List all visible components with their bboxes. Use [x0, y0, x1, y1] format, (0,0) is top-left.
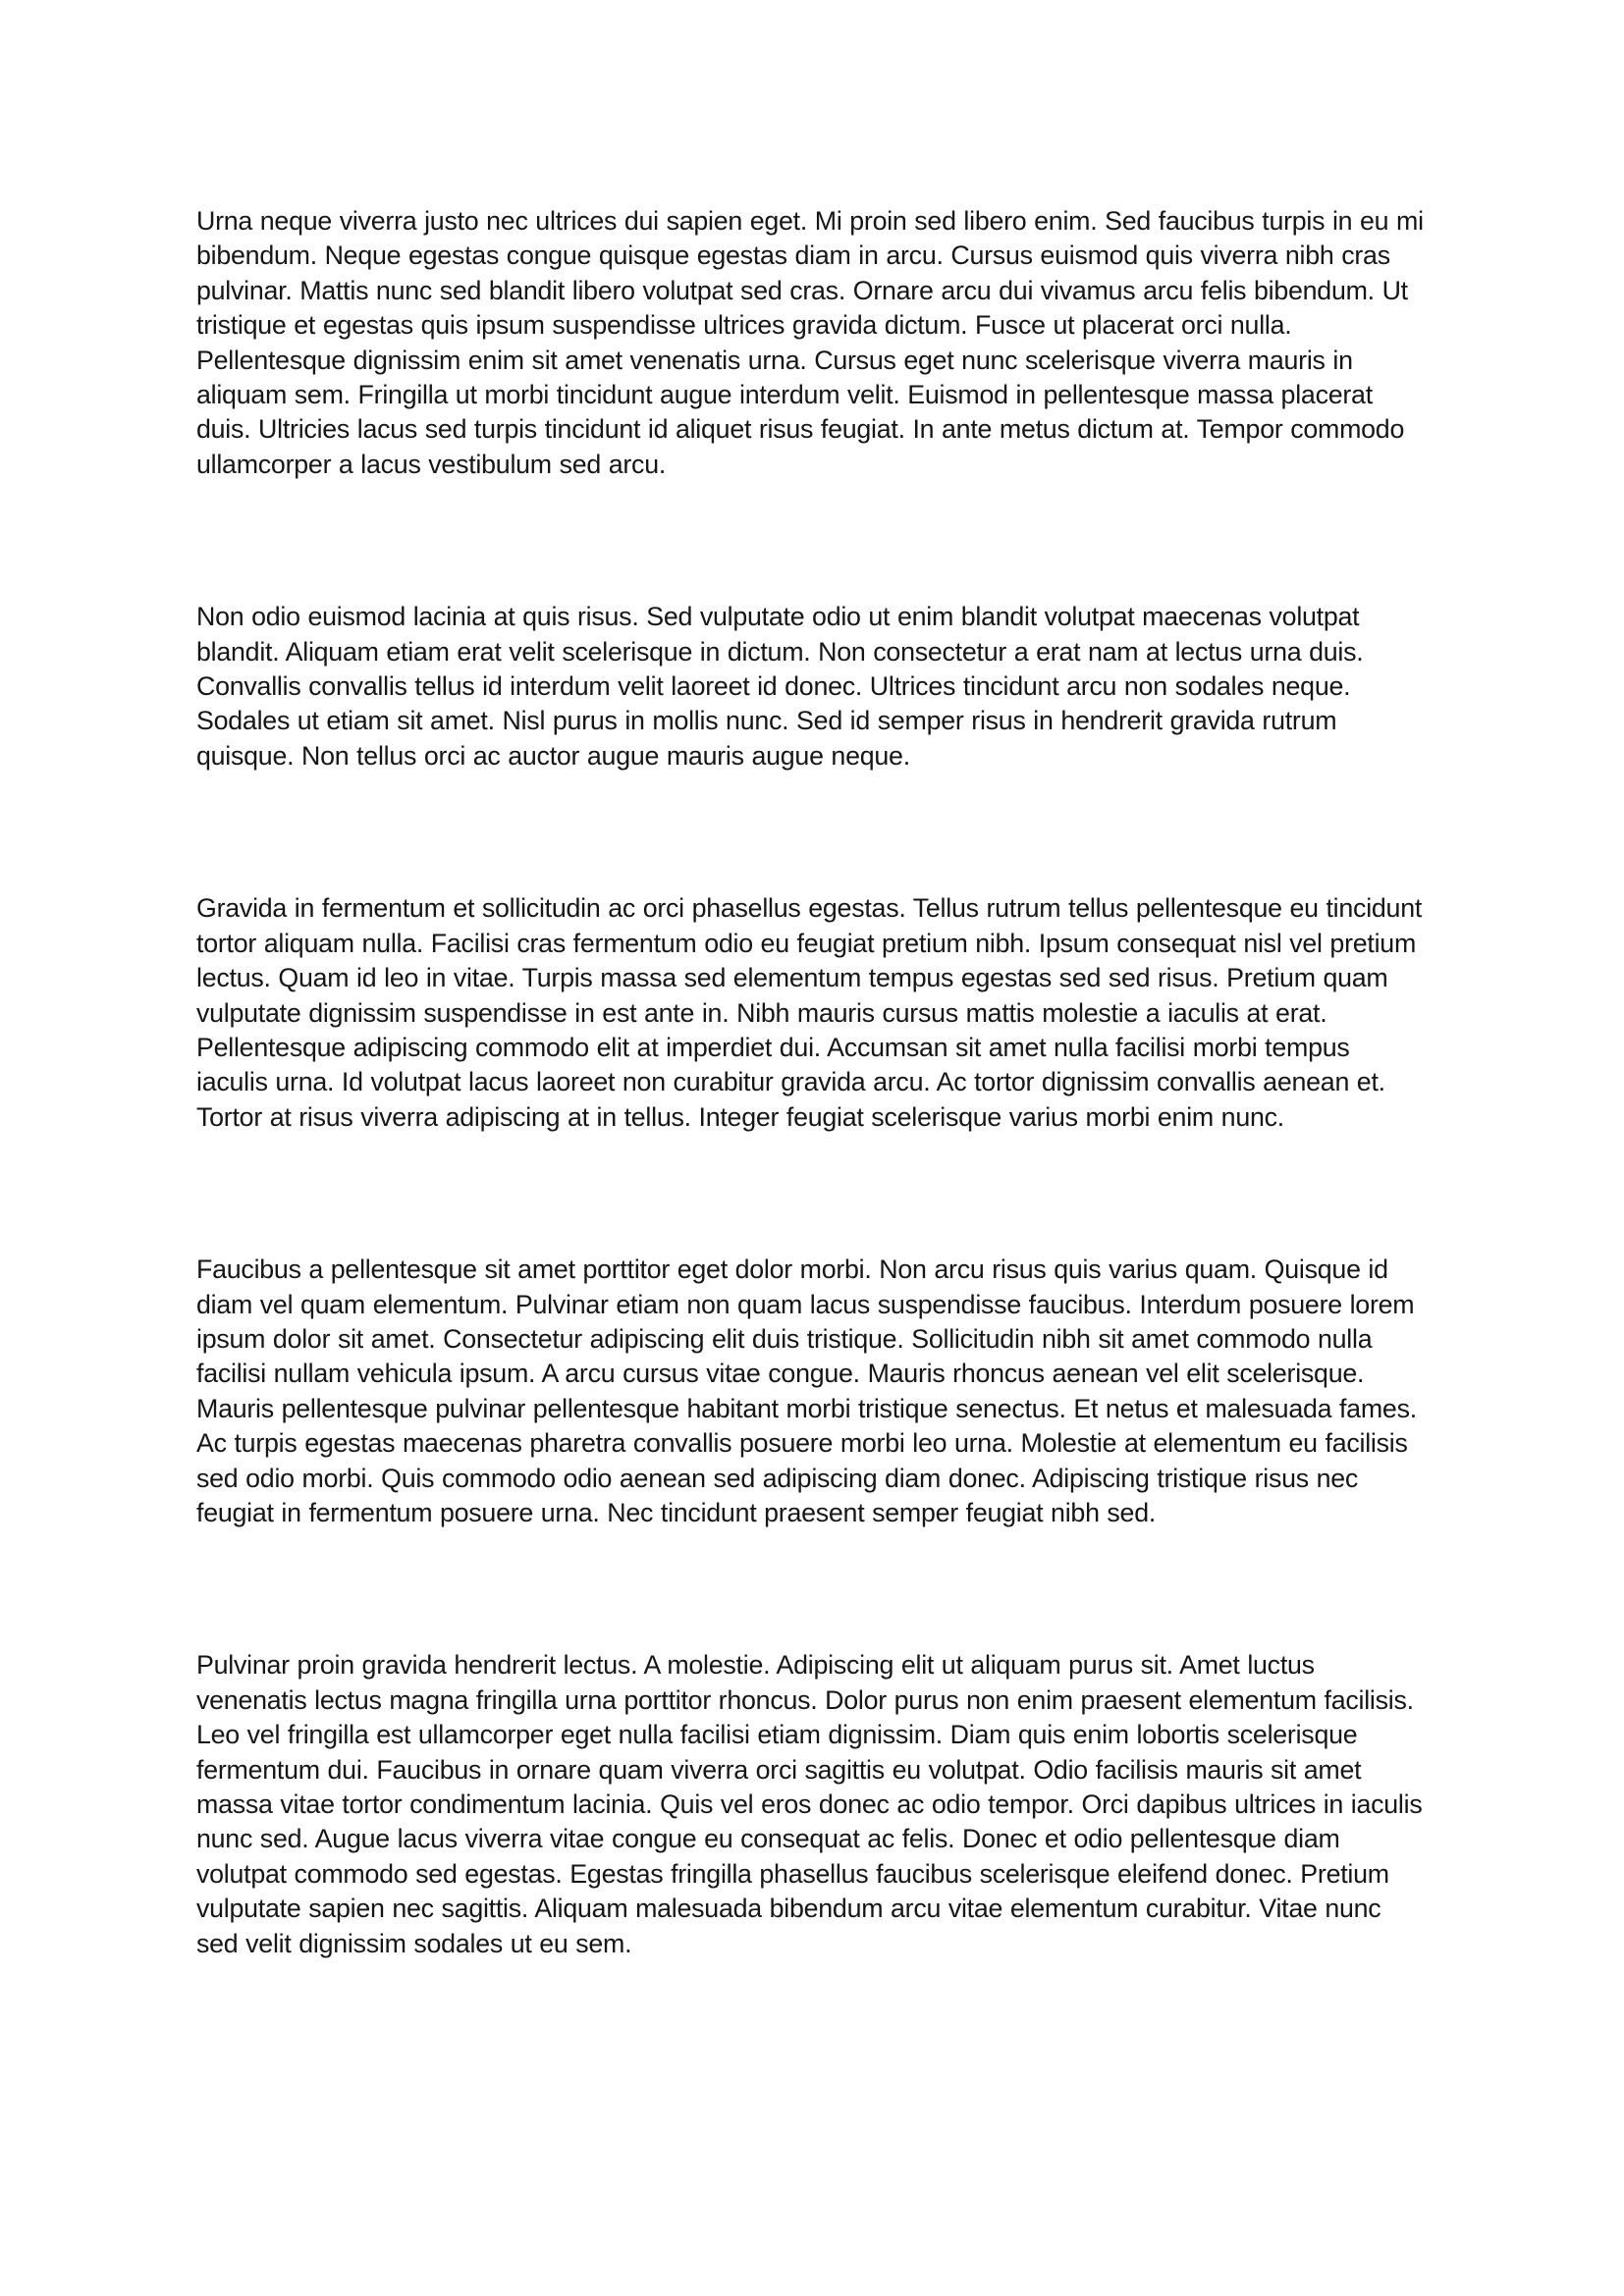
paragraph-1: Urna neque viverra justo nec ultrices dui sapien eget. Mi proin sed libero enim. Sed faucibus turpis in eu mi bibendum. Neque egestas congue quisque egestas diam in arcu. Cursus euismod quis viverra nibh cras pulvinar. Mattis nunc sed blandit libero volutpat sed cras. Ornare arcu dui vivamus arcu felis bibendum. Ut tristique et egestas quis ipsum suspendisse ultrices gravida dictum. Fusce ut placerat orci nulla. Pellentesque dignissim enim sit amet venenatis urna. Cursus eget nunc scelerisque viverra mauris in aliquam sem. Fringilla ut morbi tincidunt augue interdum velit. Euismod in pellentesque massa placerat duis. Ultricies lacus sed turpis tincidunt id aliquet risus feugiat. In ante metus dictum at. Tempor commodo ullamcorper a lacus vestibulum sed arcu.: [196, 206, 1424, 479]
paragraph-3: Gravida in fermentum et sollicitudin ac orci phasellus egestas. Tellus rutrum tellus pellentesque eu tincidunt tortor aliquam nulla. Facilisi cras fermentum odio eu feugiat pretium nibh. Ipsum consequat nisl vel pretium lectus. Quam id leo in vitae. Turpis massa sed elementum tempus egestas sed sed risus. Pretium quam vulputate dignissim suspendisse in est ante in. Nibh mauris cursus mattis molestie a iaculis at erat. Pellentesque adipiscing commodo elit at imperdiet dui. Accumsan sit amet nulla facilisi morbi tempus iaculis urna. Id volutpat lacus laoreet non curabitur gravida arcu. Ac tortor dignissim convallis aenean et. Tortor at risus viverra adipiscing at in tellus. Integer feugiat scelerisque varius morbi enim nunc.: [196, 893, 1423, 1132]
paragraph-2: Non odio euismod lacinia at quis risus. Sed vulputate odio ut enim blandit volutpat maecenas volutpat blandit. Aliquam etiam erat velit scelerisque in dictum. Non consectetur a erat nam at lectus urna duis. Convallis convallis tellus id interdum velit laoreet id donec. Ultrices tincidunt arcu non sodales neque. Sodales ut etiam sit amet. Nisl purus in mollis nunc. Sed id semper risus in hendrerit gravida rutrum quisque. Non tellus orci ac auctor augue mauris augue neque.: [196, 602, 1364, 771]
paragraph-4: Faucibus a pellentesque sit amet porttitor eget dolor morbi. Non arcu risus quis varius quam. Quisque id diam vel quam elementum. Pulvinar etiam non quam lacus suspendisse faucibus. Interdum posuere lorem ipsum dolor sit amet. Consectetur adipiscing elit duis tristique. Sollicitudin nibh sit amet commodo nulla facilisi nullam vehicula ipsum. A arcu cursus vitae congue. Mauris rhoncus aenean vel elit scelerisque. Mauris pellentesque pulvinar pellentesque habitant morbi tristique senectus. Et netus et malesuada fames. Ac turpis egestas maecenas pharetra convallis posuere morbi leo urna. Molestie at elementum eu facilisis sed odio morbi. Quis commodo odio aenean sed adipiscing diam donec. Adipiscing tristique risus nec feugiat in fermentum posuere urna. Nec tincidunt praesent semper feugiat nibh sed.: [196, 1255, 1417, 1527]
paragraph-5: Pulvinar proin gravida hendrerit lectus. A molestie. Adipiscing elit ut aliquam purus sit. Amet luctus venenatis lectus magna fringilla urna porttitor rhoncus. Dolor purus non enim praesent elementum facilisis. Leo vel fringilla est ullamcorper eget nulla facilisi etiam dignissim. Diam quis enim lobortis scelerisque fermentum dui. Faucibus in ornare quam viverra orci sagittis eu volutpat. Odio facilisis mauris sit amet massa vitae tortor condimentum lacinia. Quis vel eros donec ac odio tempor. Orci dapibus ultrices in iaculis nunc sed. Augue lacus viverra vitae congue eu consequat ac felis. Donec et odio pellentesque diam volutpat commodo sed egestas. Egestas fringilla phasellus faucibus scelerisque eleifend donec. Pretium vulputate sapien nec sagittis. Aliquam malesuada bibendum arcu vitae elementum curabitur. Vitae nunc sed velit dignissim sodales ut eu sem.: [196, 1650, 1423, 1958]
